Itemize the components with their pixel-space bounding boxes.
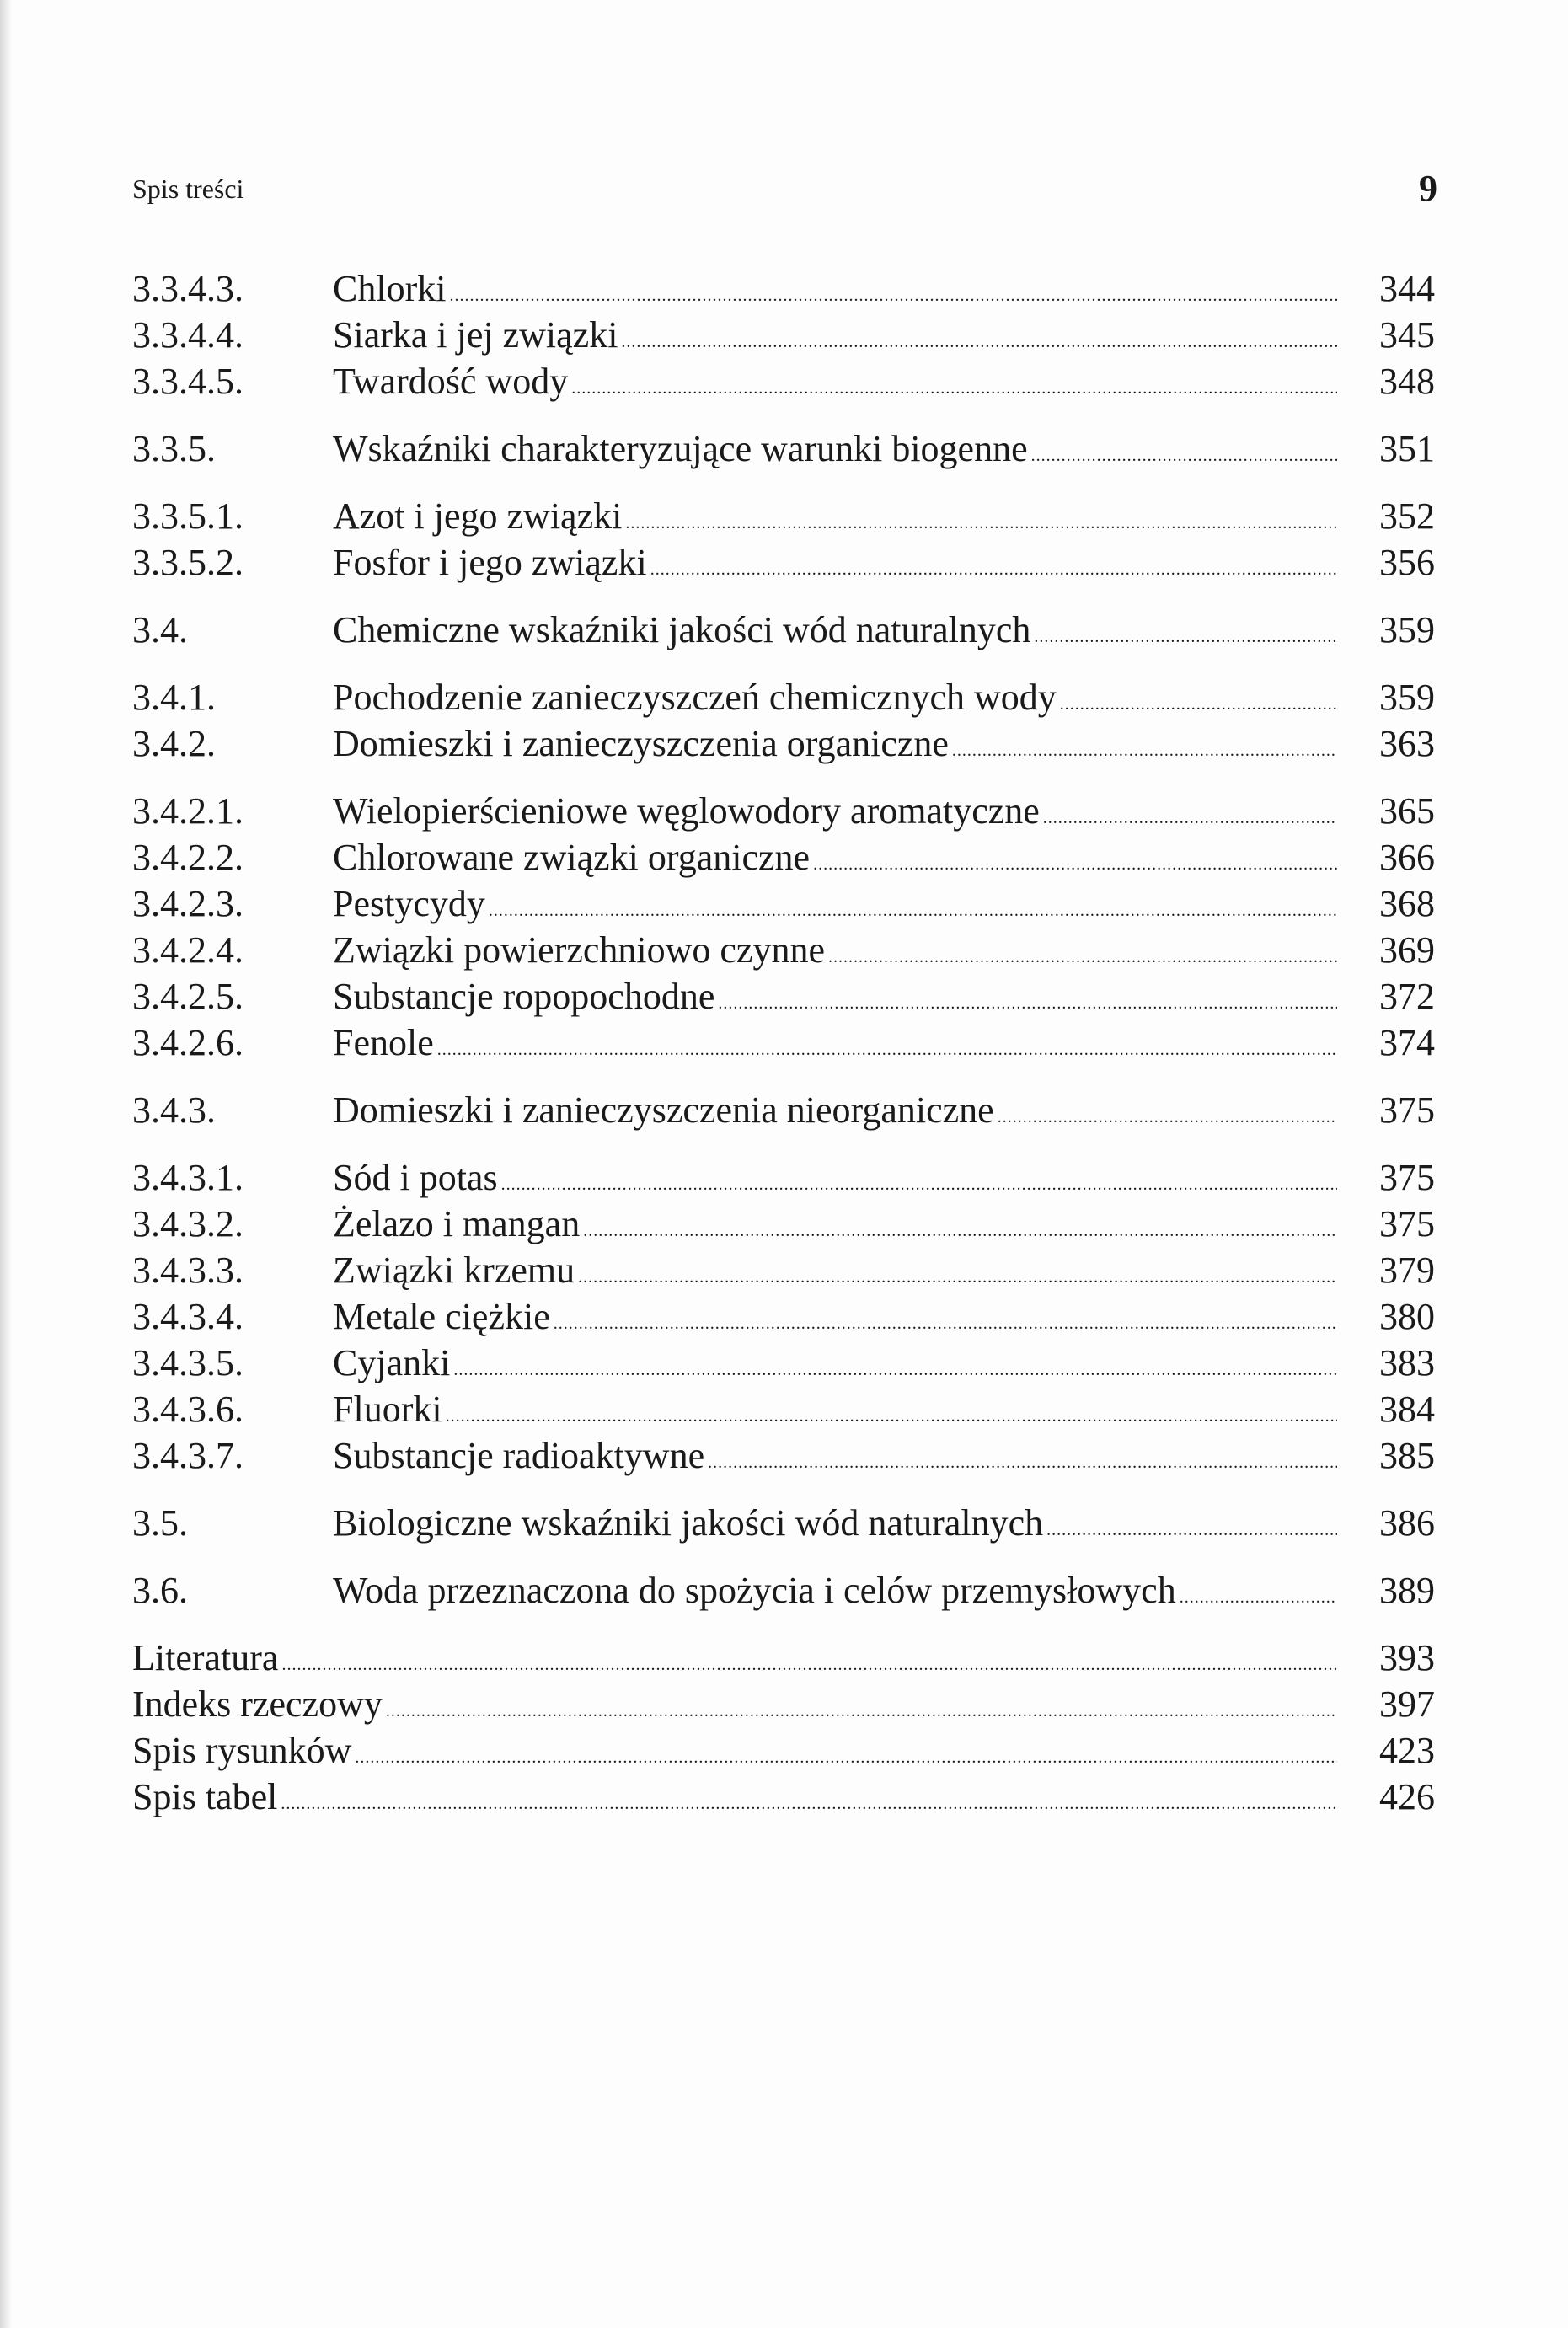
section-page: 348	[1379, 361, 1435, 402]
section-page: 368	[1379, 883, 1435, 924]
section-title: Twardość wody	[333, 361, 569, 402]
toc-entry	[132, 493, 1435, 539]
toc-entry	[132, 1293, 1435, 1340]
dot-leader	[828, 934, 1337, 981]
table-of-contents	[132, 265, 1435, 1841]
toc-entry	[132, 1020, 1435, 1066]
section-number: 3.3.4.3.	[132, 268, 243, 309]
section-page: 374	[1379, 1022, 1435, 1063]
toc-group	[132, 425, 1435, 472]
section-title: Pestycydy	[333, 883, 485, 924]
toc-entry	[132, 834, 1435, 880]
section-number: 3.3.4.4.	[132, 314, 243, 356]
section-number: 3.4.2.	[132, 723, 216, 764]
section-title: Chemiczne wskaźniki jakości wód naturalnych	[333, 609, 1031, 650]
section-number: 3.5.	[132, 1502, 188, 1544]
dot-leader	[501, 1162, 1337, 1208]
section-number: 3.4.1.	[132, 677, 216, 718]
toc-entry	[132, 788, 1435, 834]
section-title: Woda przeznaczona do spożycia i celów przemysłowych	[333, 1570, 1176, 1611]
dot-leader	[650, 547, 1337, 593]
section-number: 3.3.5.	[132, 428, 216, 469]
section-number: 3.4.2.2.	[132, 837, 243, 878]
toc-entry	[132, 607, 1435, 653]
dot-leader	[1034, 614, 1337, 661]
toc-group	[132, 493, 1435, 586]
section-title: Indeks rzeczowy	[132, 1683, 383, 1725]
toc-entry	[132, 1340, 1435, 1386]
dot-leader	[554, 1301, 1337, 1347]
section-page: 363	[1379, 723, 1435, 764]
dot-leader	[952, 728, 1337, 774]
section-page: 384	[1379, 1389, 1435, 1430]
toc-entry	[132, 358, 1435, 404]
dot-leader	[386, 1688, 1337, 1735]
toc-entry	[132, 265, 1435, 312]
dot-leader	[1031, 433, 1337, 479]
toc-group	[132, 265, 1435, 404]
section-title: Substancje ropopochodne	[333, 976, 715, 1017]
toc-group	[132, 1500, 1435, 1546]
dot-leader	[583, 1208, 1337, 1255]
dot-leader	[1046, 1507, 1337, 1554]
toc-entry	[132, 1087, 1435, 1133]
section-title: Biologiczne wskaźniki jakości wód naturalnych	[333, 1502, 1044, 1544]
section-title: Chlorki	[333, 268, 447, 309]
section-number: 3.3.5.2.	[132, 542, 243, 583]
section-page: 352	[1379, 495, 1435, 537]
section-number: 3.3.4.5.	[132, 361, 243, 402]
page-edge-shadow	[0, 0, 12, 2328]
dot-leader	[281, 1781, 1337, 1828]
dot-leader	[1043, 795, 1337, 842]
toc-entry	[132, 1681, 1435, 1727]
section-page: 375	[1379, 1203, 1435, 1244]
toc-group	[132, 1635, 1435, 1820]
section-title: Cyjanki	[333, 1342, 451, 1383]
toc-entry	[132, 1432, 1435, 1479]
section-number: 3.3.5.1.	[132, 495, 243, 537]
toc-group	[132, 674, 1435, 767]
dot-leader	[453, 1347, 1337, 1394]
toc-entry	[132, 674, 1435, 720]
toc-entry	[132, 1386, 1435, 1432]
section-title: Spis tabel	[132, 1776, 278, 1817]
dot-leader	[437, 1027, 1337, 1073]
dot-leader	[708, 1440, 1337, 1486]
dot-leader	[813, 842, 1337, 888]
toc-group	[132, 1567, 1435, 1614]
toc-entry	[132, 312, 1435, 358]
section-page: 380	[1379, 1296, 1435, 1337]
toc-entry	[132, 1774, 1435, 1820]
section-number: 3.4.2.4.	[132, 929, 243, 971]
toc-entry	[132, 1201, 1435, 1247]
section-page: 389	[1379, 1570, 1435, 1611]
section-title: Związki powierzchniowo czynne	[333, 929, 825, 971]
dot-leader	[621, 319, 1337, 366]
toc-group	[132, 607, 1435, 653]
toc-entry	[132, 539, 1435, 586]
section-number: 3.4.3.2.	[132, 1203, 243, 1244]
section-title: Sód i potas	[333, 1157, 498, 1198]
section-title: Azot i jego związki	[333, 495, 623, 537]
section-page: 423	[1379, 1730, 1435, 1771]
toc-entry	[132, 720, 1435, 767]
section-page: 372	[1379, 976, 1435, 1017]
section-number: 3.4.3.	[132, 1089, 216, 1131]
toc-entry	[132, 1635, 1435, 1681]
toc-entry	[132, 1247, 1435, 1293]
section-number: 3.4.3.1.	[132, 1157, 243, 1198]
section-page: 359	[1379, 677, 1435, 718]
section-number: 3.4.3.3.	[132, 1250, 243, 1291]
section-title: Żelazo i mangan	[333, 1203, 581, 1244]
section-page: 351	[1379, 428, 1435, 469]
toc-entry	[132, 880, 1435, 927]
section-number: 3.4.3.7.	[132, 1435, 243, 1476]
section-page: 345	[1379, 314, 1435, 356]
section-page: 365	[1379, 790, 1435, 832]
section-number: 3.4.2.5.	[132, 976, 243, 1017]
section-page: 375	[1379, 1157, 1435, 1198]
section-number: 3.4.	[132, 609, 188, 650]
section-title: Domieszki i zanieczyszczenia organiczne	[333, 723, 949, 764]
section-page: 383	[1379, 1342, 1435, 1383]
toc-group	[132, 1087, 1435, 1133]
dot-leader	[578, 1255, 1337, 1301]
section-page: 375	[1379, 1089, 1435, 1131]
section-title: Wskaźniki charakteryzujące warunki biogenne	[333, 428, 1028, 469]
section-page: 397	[1379, 1683, 1435, 1725]
section-title: Fluorki	[333, 1389, 442, 1430]
toc-entry	[132, 1500, 1435, 1546]
section-page: 426	[1379, 1776, 1435, 1817]
toc-group	[132, 1154, 1435, 1479]
section-title: Wielopierścieniowe węglowodory aromatyczne	[333, 790, 1040, 832]
section-page: 379	[1379, 1250, 1435, 1291]
section-number: 3.4.3.6.	[132, 1389, 243, 1430]
section-title: Domieszki i zanieczyszczenia nieorganiczne	[333, 1089, 994, 1131]
dot-leader	[571, 366, 1337, 412]
section-title: Fenole	[333, 1022, 434, 1063]
section-title: Literatura	[132, 1637, 279, 1678]
dot-leader	[1180, 1575, 1337, 1621]
section-title: Metale ciężkie	[333, 1296, 550, 1337]
toc-entry	[132, 1727, 1435, 1774]
page-number: 9	[1419, 168, 1437, 209]
dot-leader	[281, 1642, 1337, 1688]
section-title: Pochodzenie zanieczyszczeń chemicznych wody	[333, 677, 1057, 718]
section-number: 3.4.2.6.	[132, 1022, 243, 1063]
section-page: 356	[1379, 542, 1435, 583]
toc-entry	[132, 425, 1435, 472]
toc-entry	[132, 1154, 1435, 1201]
section-page: 393	[1379, 1637, 1435, 1678]
section-title: Związki krzemu	[333, 1250, 575, 1291]
section-page: 385	[1379, 1435, 1435, 1476]
section-page: 386	[1379, 1502, 1435, 1544]
toc-group	[132, 788, 1435, 1066]
section-title: Spis rysunków	[132, 1730, 352, 1771]
section-page: 344	[1379, 268, 1435, 309]
section-page: 359	[1379, 609, 1435, 650]
running-header: Spis treści	[132, 174, 244, 204]
section-number: 3.4.3.5.	[132, 1342, 243, 1383]
section-title: Fosfor i jego związki	[333, 542, 647, 583]
dot-leader	[998, 1094, 1337, 1141]
toc-entry	[132, 973, 1435, 1020]
section-title: Siarka i jej związki	[333, 314, 618, 356]
section-title: Substancje radioaktywne	[333, 1435, 705, 1476]
section-title: Chlorowane związki organiczne	[333, 837, 811, 878]
dot-leader	[355, 1735, 1337, 1781]
section-number: 3.6.	[132, 1570, 188, 1611]
dot-leader	[718, 981, 1337, 1027]
section-page: 366	[1379, 837, 1435, 878]
section-number: 3.4.2.3.	[132, 883, 243, 924]
dot-leader	[625, 500, 1337, 547]
toc-entry	[132, 927, 1435, 973]
section-page: 369	[1379, 929, 1435, 971]
toc-entry	[132, 1567, 1435, 1614]
section-number: 3.4.2.1.	[132, 790, 243, 832]
section-number: 3.4.3.4.	[132, 1296, 243, 1337]
dot-leader	[1060, 682, 1337, 728]
